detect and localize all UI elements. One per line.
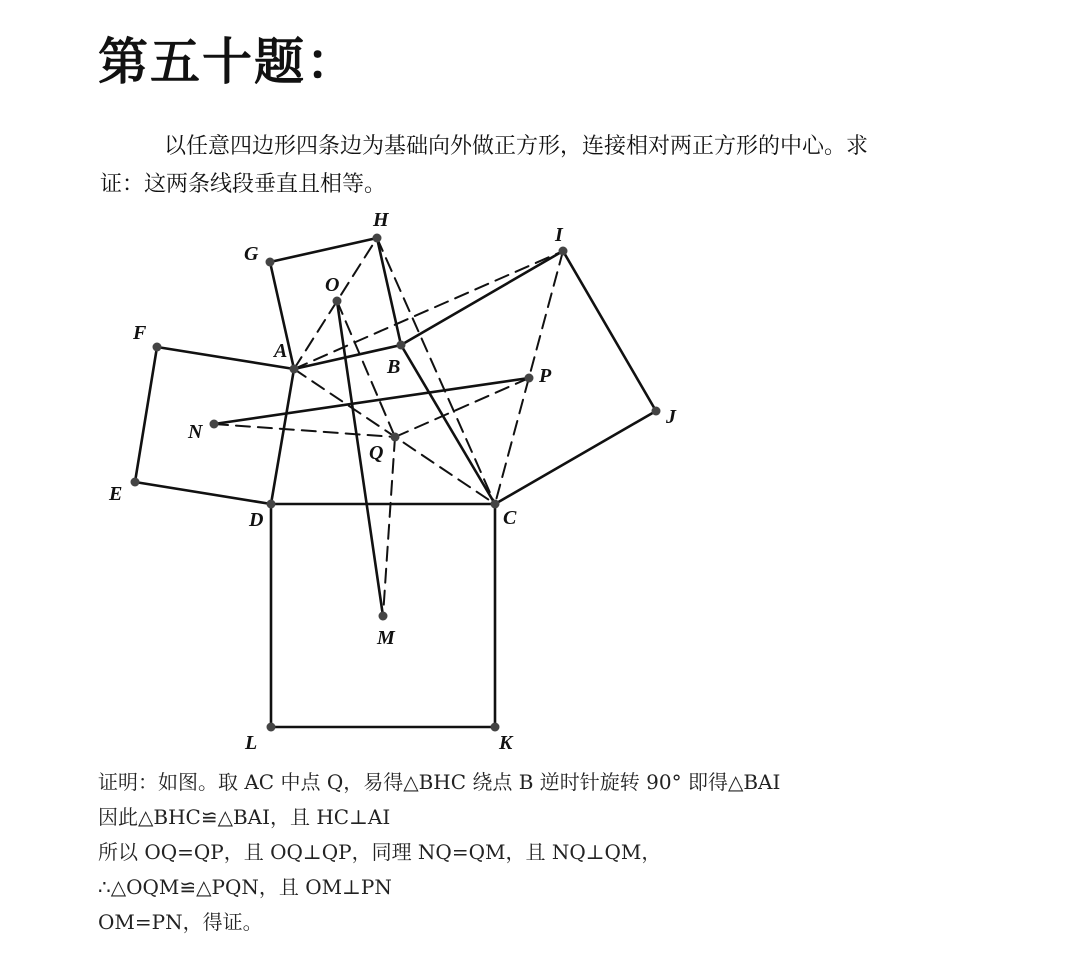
point-G — [266, 258, 275, 267]
dashed-segment-QM — [383, 437, 395, 616]
point-O — [333, 297, 342, 306]
segment-GH — [270, 238, 377, 262]
proof-line: 证明：如图。取 AC 中点 Q，易得△BHC 绕点 B 逆时针旋转 90° 即得△BAI — [98, 770, 781, 794]
point-Q — [391, 433, 400, 442]
segment-BI — [401, 251, 563, 345]
point-label-P: P — [539, 365, 552, 387]
proof-line: 所以 OQ=QP，且 OQ⊥QP，同理 NQ=QM，且 NQ⊥QM， — [98, 840, 662, 864]
segment-CB — [401, 345, 495, 504]
point-A — [290, 365, 299, 374]
segment-FE — [135, 347, 157, 482]
points — [131, 234, 661, 732]
proof-line: ∴△OQM≌△PQN，且 OM⊥PN — [98, 875, 392, 899]
problem-line-2: 证：这两条线段垂直且相等。 — [100, 172, 387, 197]
point-label-D: D — [249, 509, 264, 531]
point-label-N: N — [188, 421, 203, 443]
segment-NP — [214, 378, 529, 424]
point-label-K: K — [499, 732, 513, 754]
point-label-I: I — [555, 224, 563, 246]
point-label-F: F — [133, 322, 147, 344]
point-I — [559, 247, 568, 256]
problem-line-1: 以任意四边形四条边为基础向外做正方形，连接相对两正方形的中心。求 — [164, 134, 869, 159]
point-P — [525, 374, 534, 383]
point-label-C: C — [503, 507, 517, 529]
dashed-segment-NQ — [214, 424, 395, 437]
solid-lines — [135, 238, 656, 727]
point-L — [267, 723, 276, 732]
geometry-figure — [0, 200, 1080, 760]
proof-line: 因此△BHC≌△BAI，且 HC⊥AI — [98, 805, 391, 829]
point-label-L: L — [245, 732, 258, 754]
point-label-A: A — [274, 340, 288, 362]
point-K — [491, 723, 500, 732]
segment-IJ — [563, 251, 656, 411]
point-label-H: H — [373, 209, 389, 231]
point-D — [267, 500, 276, 509]
point-label-B: B — [387, 356, 401, 378]
point-M — [379, 612, 388, 621]
segment-AD — [271, 369, 294, 504]
segment-JC — [495, 411, 656, 504]
dashed-segment-AI — [294, 251, 563, 369]
point-label-Q: Q — [369, 442, 384, 464]
segment-ED — [135, 482, 271, 504]
page-title: 第五十题： — [98, 33, 358, 91]
problem-statement — [100, 128, 1000, 204]
proof-section — [98, 765, 998, 940]
point-B — [397, 341, 406, 350]
point-label-J: J — [666, 406, 676, 428]
point-label-O: O — [325, 274, 340, 296]
point-F — [153, 343, 162, 352]
point-J — [652, 407, 661, 416]
point-H — [373, 234, 382, 243]
segment-HB — [377, 238, 401, 345]
point-label-G: G — [244, 243, 259, 265]
point-N — [210, 420, 219, 429]
point-C — [491, 500, 500, 509]
point-label-E: E — [109, 483, 123, 505]
point-E — [131, 478, 140, 487]
point-label-M: M — [377, 627, 395, 649]
proof-line: OM=PN，得证。 — [98, 910, 263, 934]
